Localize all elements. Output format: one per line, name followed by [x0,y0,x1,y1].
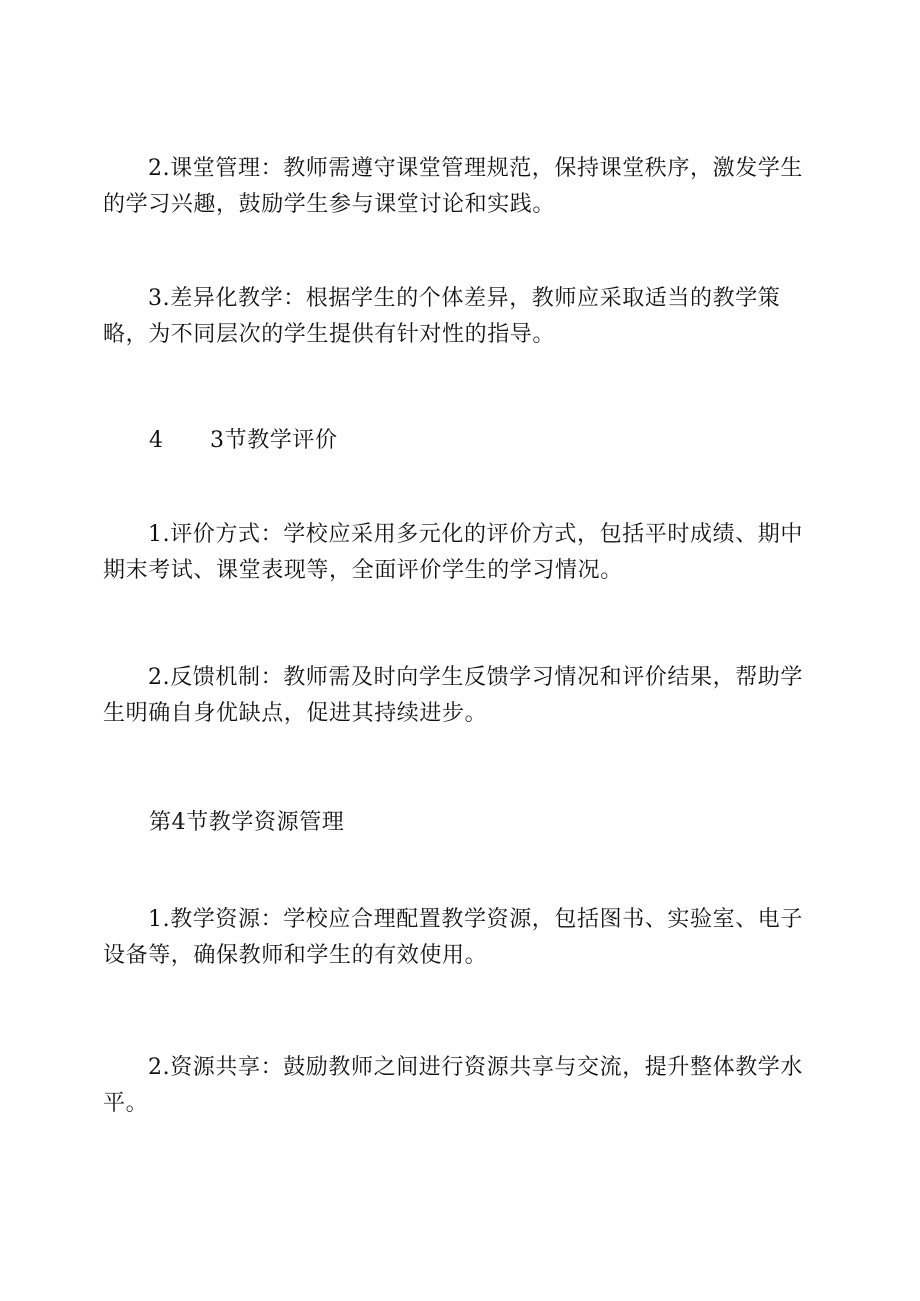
paragraph-differentiated-teaching: 3.差异化教学：根据学生的个体差异，教师应采取适当的教学策略，为不同层次的学生提供有针对性的指导。 [103,286,781,347]
section-heading-teaching-evaluation [149,423,338,459]
section-heading-resource-management: 第4节教学资源管理 [149,810,345,835]
paragraph-resource-sharing: 2.资源共享：鼓励教师之间进行资源共享与交流，提升整体教学水平。 [103,1055,803,1116]
section-heading-number: 4 [149,428,164,453]
paragraph-feedback-mechanism: 2.反馈机制：教师需及时向学生反馈学习情况和评价结果，帮助学生明确自身优缺点，促进其持续进步。 [103,665,803,726]
section-heading-title: 3节教学评价 [210,428,338,453]
paragraph-teaching-resources: 1.教学资源：学校应合理配置教学资源，包括图书、实验室、电子设备等，确保教师和学生的有效使用。 [103,907,803,968]
paragraph-evaluation-methods: 1.评价方式：学校应采用多元化的评价方式，包括平时成绩、期中期末考试、课堂表现等，全面评价学生的学习情况。 [103,522,803,583]
paragraph-classroom-management: 2.课堂管理：教师需遵守课堂管理规范，保持课堂秩序，激发学生的学习兴趣，鼓励学生参与课堂讨论和实践。 [103,156,803,217]
